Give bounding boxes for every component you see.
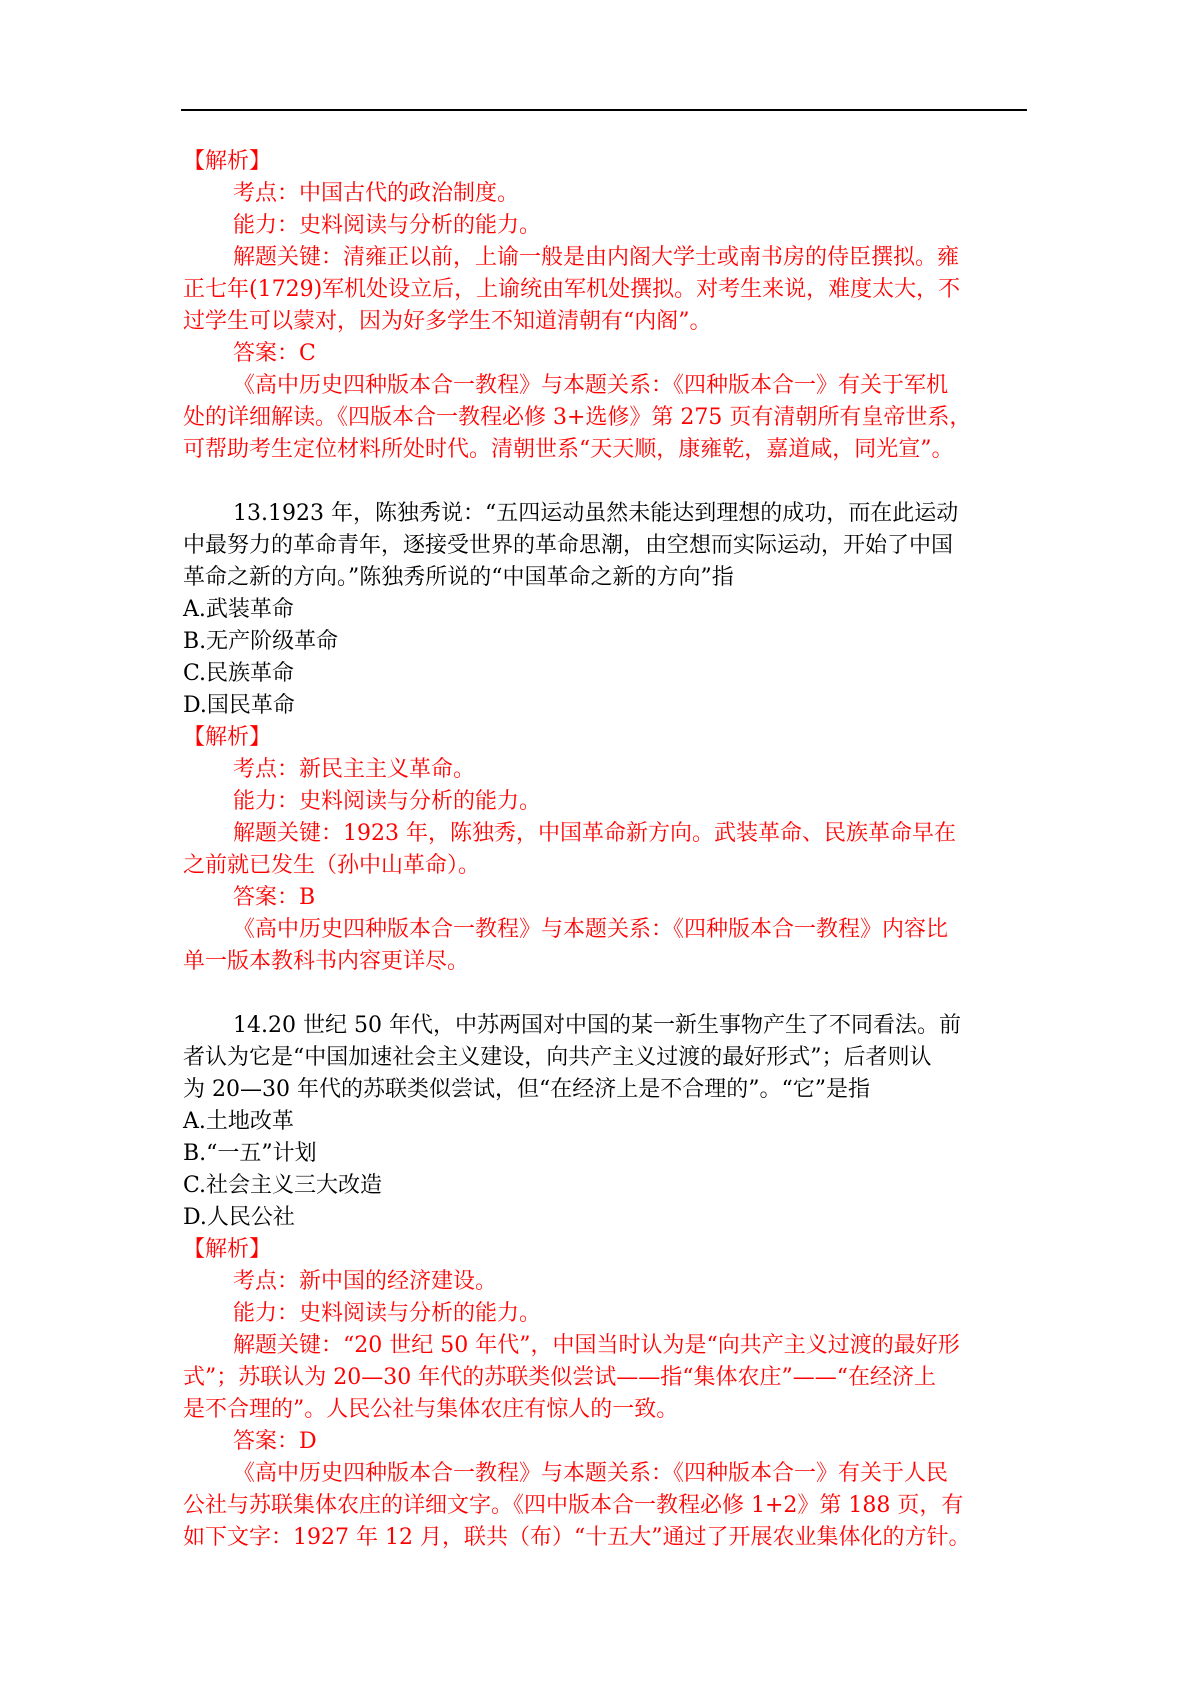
key-paragraph bbox=[183, 1330, 1023, 1426]
header-rule bbox=[181, 109, 1027, 111]
nengli-line: 能力：史料阅读与分析的能力。 bbox=[233, 789, 542, 814]
analysis-label: 【解析】 bbox=[183, 725, 272, 750]
key-line: 过学生可以蒙对，因为好多学生不知道清朝有“内阁”。 bbox=[183, 309, 712, 334]
option-d: D.国民革命 bbox=[183, 693, 295, 718]
option-d: D.人民公社 bbox=[183, 1205, 295, 1230]
q12-analysis bbox=[183, 146, 1023, 466]
relation-line: 《高中历史四种版本合一教程》与本题关系：《四种版本合一》有关于军机 bbox=[233, 373, 949, 398]
relation-line: 单一版本教科书内容更详尽。 bbox=[183, 949, 470, 974]
key-paragraph bbox=[183, 242, 1023, 338]
nengli-line: 能力：史料阅读与分析的能力。 bbox=[233, 213, 542, 238]
relation-paragraph bbox=[183, 370, 1023, 466]
answer-line: 答案：D bbox=[233, 1429, 317, 1454]
key-line: 是不合理的”。人民公社与集体农庄有惊人的一致。 bbox=[183, 1397, 679, 1422]
key-paragraph bbox=[183, 818, 1023, 882]
key-line: 式”；苏联认为 20—30 年代的苏联类似尝试——指“集体农庄”——“在经济上 bbox=[183, 1365, 936, 1390]
key-line: 解题关键：清雍正以前，上谕一般是由内阁大学士或南书房的侍臣撰拟。雍 bbox=[233, 245, 960, 270]
stem-line: 14.20 世纪 50 年代，中苏两国对中国的某一新生事物产生了不同看法。前 bbox=[233, 1013, 961, 1038]
option-b: B.无产阶级革命 bbox=[183, 629, 339, 654]
spacer bbox=[183, 978, 1023, 1010]
question-14 bbox=[183, 1010, 1023, 1554]
relation-paragraph bbox=[183, 1458, 1023, 1554]
option-c: C.社会主义三大改造 bbox=[183, 1173, 383, 1198]
analysis-label: 【解析】 bbox=[183, 1237, 272, 1262]
answer-line: 答案：B bbox=[233, 885, 316, 910]
relation-line: 如下文字：1927 年 12 月，联共（布）“十五大”通过了开展农业集体化的方针。 bbox=[183, 1525, 971, 1550]
analysis-label: 【解析】 bbox=[183, 149, 272, 174]
option-c: C.民族革命 bbox=[183, 661, 295, 686]
stem-line: 中最努力的革命青年，逐接受世界的革命思潮，由空想而实际运动，开始了中国 bbox=[183, 533, 954, 558]
kaodian-line: 考点：新中国的经济建设。 bbox=[233, 1269, 498, 1294]
spacer bbox=[183, 466, 1023, 498]
key-line: 之前就已发生（孙中山革命）。 bbox=[183, 853, 481, 878]
kaodian-line: 考点：新民主主义革命。 bbox=[233, 757, 476, 782]
option-a: A.土地改革 bbox=[183, 1109, 294, 1134]
question-stem bbox=[183, 1010, 1023, 1106]
relation-paragraph bbox=[183, 914, 1023, 978]
stem-line: 者认为它是“中国加速社会主义建设，向共产主义过渡的最好形式”；后者则认 bbox=[183, 1045, 932, 1070]
relation-line: 《高中历史四种版本合一教程》与本题关系：《四种版本合一》有关于人民 bbox=[233, 1461, 949, 1486]
kaodian-line: 考点：中国古代的政治制度。 bbox=[233, 181, 520, 206]
key-line: 解题关键：“20 世纪 50 年代”，中国当时认为是“向共产主义过渡的最好形 bbox=[233, 1333, 960, 1358]
option-b: B.“一五”计划 bbox=[183, 1141, 317, 1166]
relation-line: 《高中历史四种版本合一教程》与本题关系：《四种版本合一教程》内容比 bbox=[233, 917, 949, 942]
question-stem bbox=[183, 498, 1023, 594]
answer-line: 答案：C bbox=[233, 341, 316, 366]
document-content bbox=[183, 146, 1023, 1554]
question-13 bbox=[183, 498, 1023, 978]
option-a: A.武装革命 bbox=[183, 597, 294, 622]
stem-line: 为 20—30 年代的苏联类似尝试，但“在经济上是不合理的”。“它”是指 bbox=[183, 1077, 870, 1102]
stem-line: 13.1923 年，陈独秀说：“五四运动虽然未能达到理想的成功，而在此运动 bbox=[233, 501, 959, 526]
relation-line: 可帮助考生定位材料所处时代。清朝世系“天天顺，康雍乾，嘉道咸，同光宣”。 bbox=[183, 437, 954, 462]
key-line: 解题关键：1923 年，陈独秀，中国革命新方向。武装革命、民族革命早在 bbox=[233, 821, 956, 846]
nengli-line: 能力：史料阅读与分析的能力。 bbox=[233, 1301, 542, 1326]
relation-line: 公社与苏联集体农庄的详细文字。《四中版本合一教程必修 1+2》第 188 页，有 bbox=[183, 1493, 964, 1518]
key-line: 正七年(1729)军机处设立后，上谕统由军机处撰拟。对考生来说，难度太大，不 bbox=[183, 277, 961, 302]
relation-line: 处的详细解读。《四版本合一教程必修 3+选修》第 275 页有清朝所有皇帝世系， bbox=[183, 405, 972, 430]
stem-line: 革命之新的方向。”陈独秀所说的“中国革命之新的方向”指 bbox=[183, 565, 734, 590]
